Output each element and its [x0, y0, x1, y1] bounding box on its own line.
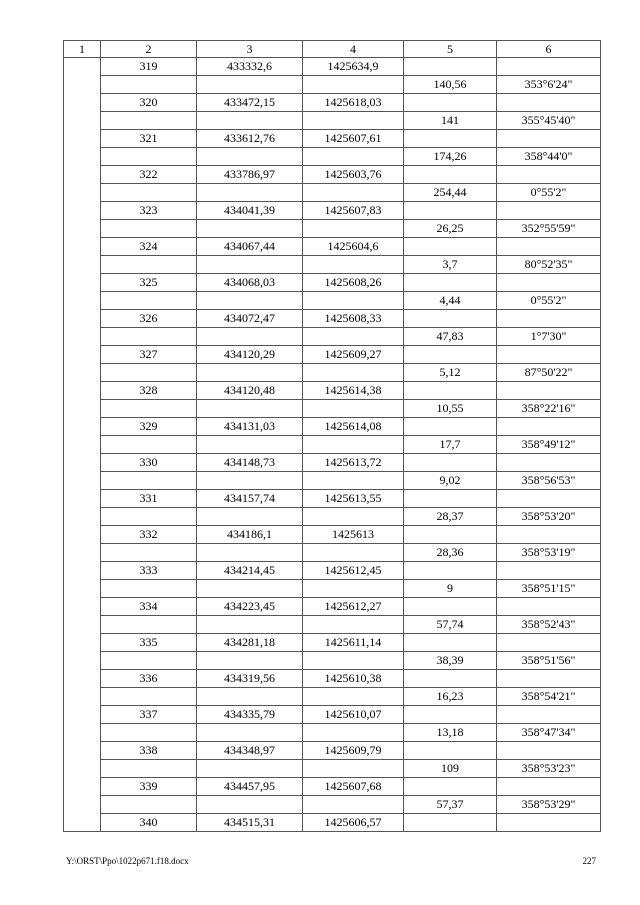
empty-cell	[497, 526, 601, 544]
x-coordinate: 434067,44	[197, 238, 303, 256]
point-number: 319	[101, 58, 197, 76]
empty-cell	[303, 292, 404, 310]
footer-file-path: Y:\ORST\Ppo\1022p671.f18.docx	[66, 856, 189, 866]
empty-cell	[404, 670, 497, 688]
column-header: 4	[303, 41, 404, 58]
empty-cell	[101, 760, 197, 778]
empty-cell	[101, 328, 197, 346]
y-coordinate: 1425604,6	[303, 238, 404, 256]
empty-cell	[197, 112, 303, 130]
empty-cell	[197, 76, 303, 94]
point-row	[64, 526, 601, 544]
point-row	[64, 562, 601, 580]
empty-cell	[404, 310, 497, 328]
y-coordinate: 1425618,03	[303, 94, 404, 112]
segment-length: 26,25	[404, 220, 497, 238]
segment-row	[64, 472, 601, 490]
direction-angle: 358°22'16"	[497, 400, 601, 418]
empty-cell	[101, 400, 197, 418]
direction-angle: 355°45'40"	[497, 112, 601, 130]
empty-cell	[197, 796, 303, 814]
point-row	[64, 166, 601, 184]
empty-cell	[303, 724, 404, 742]
x-coordinate: 434131,03	[197, 418, 303, 436]
empty-cell	[303, 796, 404, 814]
header-row	[64, 41, 601, 58]
point-row	[64, 778, 601, 796]
segment-row	[64, 688, 601, 706]
empty-cell	[497, 742, 601, 760]
empty-cell	[101, 184, 197, 202]
x-coordinate: 434148,73	[197, 454, 303, 472]
empty-cell	[497, 634, 601, 652]
y-coordinate: 1425612,27	[303, 598, 404, 616]
empty-cell	[101, 292, 197, 310]
segment-row	[64, 652, 601, 670]
point-row	[64, 274, 601, 292]
x-coordinate: 434223,45	[197, 598, 303, 616]
point-row	[64, 598, 601, 616]
empty-cell	[197, 580, 303, 598]
segment-length: 57,37	[404, 796, 497, 814]
segment-row	[64, 796, 601, 814]
y-coordinate: 1425611,14	[303, 634, 404, 652]
point-number: 340	[101, 814, 197, 832]
point-number: 335	[101, 634, 197, 652]
empty-cell	[497, 706, 601, 724]
column-header: 3	[197, 41, 303, 58]
segment-row	[64, 364, 601, 382]
point-number: 326	[101, 310, 197, 328]
segment-row	[64, 724, 601, 742]
empty-cell	[497, 778, 601, 796]
empty-cell	[303, 256, 404, 274]
x-coordinate: 434281,18	[197, 634, 303, 652]
direction-angle: 358°52'43"	[497, 616, 601, 634]
segment-row	[64, 400, 601, 418]
x-coordinate: 433332,6	[197, 58, 303, 76]
empty-cell	[197, 760, 303, 778]
empty-cell	[101, 652, 197, 670]
empty-cell	[404, 454, 497, 472]
x-coordinate: 434348,97	[197, 742, 303, 760]
empty-cell	[404, 238, 497, 256]
y-coordinate: 1425612,45	[303, 562, 404, 580]
point-row	[64, 202, 601, 220]
empty-cell	[197, 688, 303, 706]
empty-cell	[303, 112, 404, 130]
point-number: 329	[101, 418, 197, 436]
direction-angle: 358°53'29"	[497, 796, 601, 814]
segment-length: 28,36	[404, 544, 497, 562]
empty-cell	[197, 292, 303, 310]
empty-cell	[197, 256, 303, 274]
point-number: 333	[101, 562, 197, 580]
segment-length: 140,56	[404, 76, 497, 94]
segment-length: 109	[404, 760, 497, 778]
footer-page-number: 227	[582, 856, 596, 866]
direction-angle: 353°6'24"	[497, 76, 601, 94]
segment-length: 47,83	[404, 328, 497, 346]
empty-cell	[497, 814, 601, 832]
point-number: 323	[101, 202, 197, 220]
empty-cell	[497, 202, 601, 220]
y-coordinate: 1425603,76	[303, 166, 404, 184]
direction-angle: 358°53'23"	[497, 760, 601, 778]
point-row	[64, 382, 601, 400]
point-number: 327	[101, 346, 197, 364]
point-row	[64, 310, 601, 328]
empty-cell	[303, 76, 404, 94]
segment-length: 9	[404, 580, 497, 598]
empty-cell	[101, 580, 197, 598]
empty-cell	[404, 778, 497, 796]
segment-length: 10,55	[404, 400, 497, 418]
y-coordinate: 1425610,38	[303, 670, 404, 688]
y-coordinate: 1425613,55	[303, 490, 404, 508]
y-coordinate: 1425609,27	[303, 346, 404, 364]
segment-row	[64, 616, 601, 634]
point-number: 322	[101, 166, 197, 184]
empty-cell	[303, 508, 404, 526]
segment-length: 5,12	[404, 364, 497, 382]
segment-row	[64, 220, 601, 238]
point-number: 328	[101, 382, 197, 400]
segment-length: 141	[404, 112, 497, 130]
empty-cell	[497, 490, 601, 508]
empty-cell	[101, 472, 197, 490]
empty-cell	[404, 274, 497, 292]
empty-cell	[101, 688, 197, 706]
segment-row	[64, 580, 601, 598]
segment-length: 13,18	[404, 724, 497, 742]
empty-cell	[101, 544, 197, 562]
empty-cell	[101, 724, 197, 742]
empty-cell	[404, 166, 497, 184]
empty-cell	[197, 652, 303, 670]
column-header: 6	[497, 41, 601, 58]
empty-cell	[303, 760, 404, 778]
point-number: 338	[101, 742, 197, 760]
coordinates-table	[63, 40, 601, 832]
empty-cell	[303, 544, 404, 562]
point-number: 325	[101, 274, 197, 292]
empty-cell	[197, 328, 303, 346]
point-row	[64, 742, 601, 760]
point-number: 337	[101, 706, 197, 724]
empty-cell	[197, 436, 303, 454]
empty-cell	[101, 796, 197, 814]
y-coordinate: 1425614,38	[303, 382, 404, 400]
y-coordinate: 1425634,9	[303, 58, 404, 76]
empty-cell	[404, 598, 497, 616]
segment-row	[64, 292, 601, 310]
point-row	[64, 58, 601, 76]
column-header: 1	[64, 41, 101, 58]
point-number: 321	[101, 130, 197, 148]
direction-angle: 358°51'56"	[497, 652, 601, 670]
empty-cell	[101, 436, 197, 454]
empty-cell	[497, 310, 601, 328]
direction-angle: 358°53'19"	[497, 544, 601, 562]
empty-cell	[404, 526, 497, 544]
segment-length: 3,7	[404, 256, 497, 274]
empty-cell	[303, 220, 404, 238]
empty-cell	[197, 724, 303, 742]
empty-cell	[497, 346, 601, 364]
empty-cell	[101, 220, 197, 238]
empty-cell	[101, 508, 197, 526]
y-coordinate: 1425614,08	[303, 418, 404, 436]
segment-row	[64, 256, 601, 274]
empty-cell	[404, 58, 497, 76]
point-number: 336	[101, 670, 197, 688]
empty-cell	[497, 598, 601, 616]
empty-cell	[303, 364, 404, 382]
point-row	[64, 418, 601, 436]
column-header: 2	[101, 41, 197, 58]
empty-cell	[303, 184, 404, 202]
direction-angle: 358°53'20"	[497, 508, 601, 526]
segment-length: 57,74	[404, 616, 497, 634]
x-coordinate: 434319,56	[197, 670, 303, 688]
direction-angle: 1°7'30"	[497, 328, 601, 346]
empty-cell	[197, 400, 303, 418]
empty-cell	[497, 130, 601, 148]
segment-length: 16,23	[404, 688, 497, 706]
empty-cell	[404, 634, 497, 652]
x-coordinate: 434186,1	[197, 526, 303, 544]
empty-cell	[497, 166, 601, 184]
direction-angle: 358°49'12"	[497, 436, 601, 454]
direction-angle: 0°55'2"	[497, 292, 601, 310]
empty-cell	[101, 256, 197, 274]
y-coordinate: 1425613	[303, 526, 404, 544]
direction-angle: 87°50'22"	[497, 364, 601, 382]
x-coordinate: 433472,15	[197, 94, 303, 112]
column-header: 5	[404, 41, 497, 58]
empty-cell	[101, 616, 197, 634]
segment-length: 17,7	[404, 436, 497, 454]
direction-angle: 358°56'53"	[497, 472, 601, 490]
empty-cell	[497, 274, 601, 292]
segment-row	[64, 544, 601, 562]
point-number: 320	[101, 94, 197, 112]
empty-cell	[404, 814, 497, 832]
empty-cell	[404, 742, 497, 760]
empty-cell	[303, 148, 404, 166]
empty-cell	[303, 652, 404, 670]
empty-cell	[303, 328, 404, 346]
point-number: 330	[101, 454, 197, 472]
empty-cell	[497, 670, 601, 688]
point-number: 332	[101, 526, 197, 544]
y-coordinate: 1425607,68	[303, 778, 404, 796]
y-coordinate: 1425610,07	[303, 706, 404, 724]
segment-row	[64, 328, 601, 346]
point-row	[64, 94, 601, 112]
empty-cell	[497, 454, 601, 472]
empty-cell	[101, 148, 197, 166]
empty-cell	[197, 364, 303, 382]
empty-cell	[197, 616, 303, 634]
empty-cell	[497, 418, 601, 436]
x-coordinate: 433612,76	[197, 130, 303, 148]
segment-length: 4,44	[404, 292, 497, 310]
point-row	[64, 634, 601, 652]
point-row	[64, 346, 601, 364]
segment-row	[64, 508, 601, 526]
segment-row	[64, 184, 601, 202]
y-coordinate: 1425609,79	[303, 742, 404, 760]
y-coordinate: 1425608,33	[303, 310, 404, 328]
segment-row	[64, 76, 601, 94]
point-row	[64, 130, 601, 148]
empty-cell	[197, 544, 303, 562]
point-number: 339	[101, 778, 197, 796]
x-coordinate: 434068,03	[197, 274, 303, 292]
segment-row	[64, 760, 601, 778]
y-coordinate: 1425607,61	[303, 130, 404, 148]
empty-cell	[404, 94, 497, 112]
segment-length: 254,44	[404, 184, 497, 202]
empty-cell	[101, 112, 197, 130]
y-coordinate: 1425608,26	[303, 274, 404, 292]
segment-length: 9,02	[404, 472, 497, 490]
empty-cell	[404, 130, 497, 148]
empty-cell	[404, 490, 497, 508]
empty-cell	[497, 238, 601, 256]
empty-cell	[197, 220, 303, 238]
x-coordinate: 434041,39	[197, 202, 303, 220]
x-coordinate: 434214,45	[197, 562, 303, 580]
empty-cell	[101, 76, 197, 94]
segment-row	[64, 112, 601, 130]
x-coordinate: 434457,95	[197, 778, 303, 796]
x-coordinate: 434120,48	[197, 382, 303, 400]
point-row	[64, 490, 601, 508]
empty-cell	[404, 418, 497, 436]
x-coordinate: 434157,74	[197, 490, 303, 508]
x-coordinate: 434335,79	[197, 706, 303, 724]
direction-angle: 352°55'59"	[497, 220, 601, 238]
direction-angle: 358°47'34"	[497, 724, 601, 742]
point-row	[64, 454, 601, 472]
point-number: 334	[101, 598, 197, 616]
column-1-cell	[64, 58, 101, 832]
direction-angle: 358°54'21"	[497, 688, 601, 706]
x-coordinate: 434120,29	[197, 346, 303, 364]
segment-row	[64, 436, 601, 454]
empty-cell	[101, 364, 197, 382]
empty-cell	[404, 202, 497, 220]
empty-cell	[497, 58, 601, 76]
empty-cell	[404, 706, 497, 724]
empty-cell	[197, 508, 303, 526]
empty-cell	[303, 688, 404, 706]
empty-cell	[497, 562, 601, 580]
point-row	[64, 814, 601, 832]
x-coordinate: 434515,31	[197, 814, 303, 832]
empty-cell	[404, 382, 497, 400]
empty-cell	[404, 562, 497, 580]
y-coordinate: 1425613,72	[303, 454, 404, 472]
segment-length: 174,26	[404, 148, 497, 166]
direction-angle: 358°51'15"	[497, 580, 601, 598]
point-row	[64, 706, 601, 724]
point-number: 331	[101, 490, 197, 508]
direction-angle: 0°55'2"	[497, 184, 601, 202]
point-number: 324	[101, 238, 197, 256]
point-row	[64, 670, 601, 688]
segment-length: 38,39	[404, 652, 497, 670]
empty-cell	[497, 382, 601, 400]
empty-cell	[197, 148, 303, 166]
direction-angle: 358°44'0"	[497, 148, 601, 166]
segment-row	[64, 148, 601, 166]
empty-cell	[197, 184, 303, 202]
empty-cell	[303, 436, 404, 454]
x-coordinate: 433786,97	[197, 166, 303, 184]
segment-length: 28,37	[404, 508, 497, 526]
direction-angle: 80°52'35"	[497, 256, 601, 274]
empty-cell	[197, 472, 303, 490]
empty-cell	[303, 580, 404, 598]
empty-cell	[303, 400, 404, 418]
empty-cell	[303, 472, 404, 490]
empty-cell	[303, 616, 404, 634]
y-coordinate: 1425606,57	[303, 814, 404, 832]
x-coordinate: 434072,47	[197, 310, 303, 328]
empty-cell	[404, 346, 497, 364]
point-row	[64, 238, 601, 256]
y-coordinate: 1425607,83	[303, 202, 404, 220]
empty-cell	[497, 94, 601, 112]
